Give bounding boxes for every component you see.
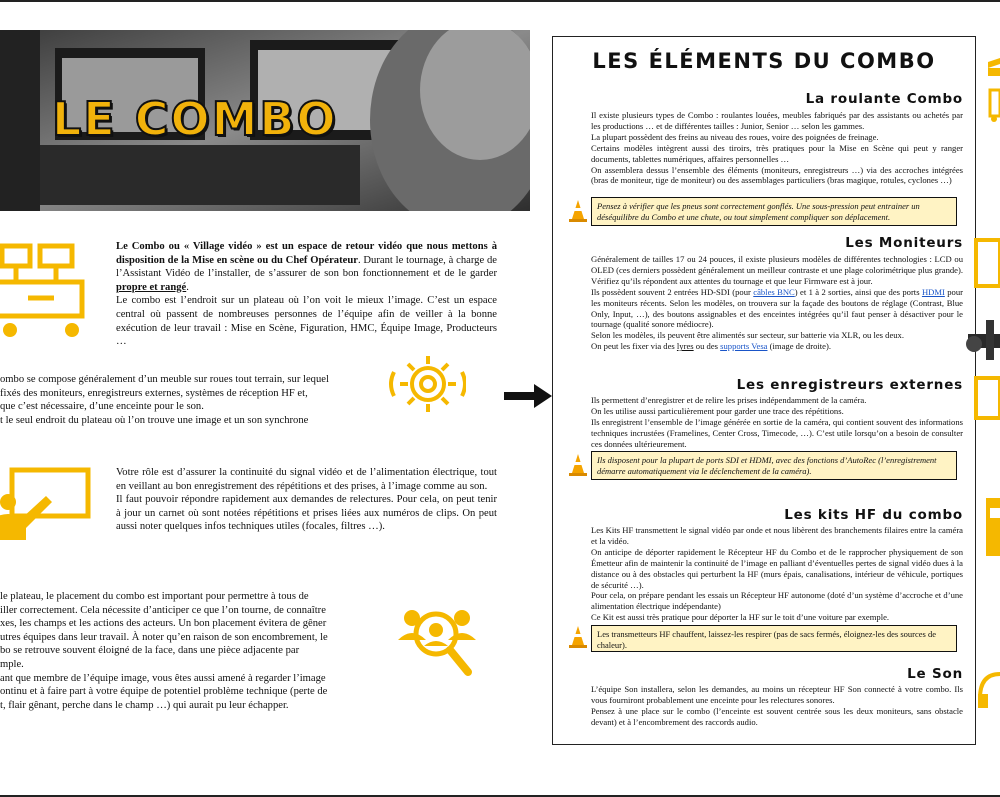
roulante-line-2: La plupart possèdent des freins au niveau des roues, voire des poignées de freinage. [591,131,879,142]
placement-line-5: bo se retrouve souvent éloigné de la face, dans une pièce adjacente par [0,645,300,657]
moniteurs-heading: Les Moniteurs [845,235,963,251]
intro-bold: Le Combo ou « Village vidéo » est un espace de retour vidéo que nous mettons à disposition de la Mise en scène ou du Chef Opérateur [116,241,497,266]
monitor-edge-icon [974,236,1000,292]
image-team-line-1: ant que membre de l’équipe image, vous êtes aussi amené à regarder l’image [0,672,326,684]
moniteurs-p4-b: ou des [693,341,721,352]
roulante-note: Pensez à vérifier que les pneus sont correctement gonflés. Une sous-pression peut entrainer un déséquilibre du Combo et une chute, ou tout simplement compliquer son déplacement. [591,197,957,226]
hero-title: LE COMBO [52,92,338,146]
hero-photo [0,30,530,211]
enregistreurs-text [591,395,963,450]
placement-line-4: utres équipes dans leur travail. À noter qu’en raison de son encombrement, le [0,631,328,643]
kits-hf-text [591,525,963,623]
son-line-1: L’équipe Son installera, selon les demandes, au moins un récepteur HF Son connecté à votre combo. Ils vous fourniront probablement une enceinte pour les relectures sonores. [591,684,963,705]
enregistreurs-heading: Les enregistreurs externes [736,377,963,393]
recorder-edge-icon [974,374,1000,424]
camera-settings-icon [388,354,466,416]
lyres-text: lyres [676,341,694,352]
combo-desc-line-1: ombo se compose généralement d’un meuble sur roues tout terrain, sur lequel [0,374,329,385]
combo-description [0,373,370,427]
roulante-heading: La roulante Combo [805,91,963,107]
enregistreurs-line-2: On les utilise aussi particulièrement pour garder une trace des répétitions. [591,405,844,416]
top-border [0,0,1000,2]
traffic-cone-icon [568,625,588,649]
son-text [591,684,963,728]
image-team-line-3: t, flair gênant, perche dans le champ …) qui aurait pu leur échapper. [0,699,289,711]
intro-block [116,240,497,349]
enregistreurs-line-1: Ils permettent d’enregistrer et de relire les prises indépendamment de la caméra. [591,395,867,405]
enregistreurs-line-3: Ils enregistrent l’ensemble de l’image générée en sortie de la caméra, qui contient souvent des informations techniques incrustées (Framelines, Center Cross, Timecode, …). C’est utile lorsqu’on a besoin de consulter ces données ultérieurement. [591,416,963,449]
combo-cart-icon [0,240,92,342]
role-paragraph: Votre rôle est d’assurer la continuité du signal vidéo et de l’alimentation électrique, tout en veillant au bon enregistrement des répétitions et des prises, à l’image comme au son. [116,467,497,492]
kits-line-4: Ce Kit est aussi très pratique pour déporter la HF sur le toit d’une voiture par exemple. [591,612,890,623]
panel-title: LES ÉLÉMENTS DU COMBO [592,49,936,73]
placement-line-3: xes, les champs et les actions des acteurs. Un bon placement évitera de gêner [0,618,327,630]
hf-transmitter-icon [986,494,1000,558]
moniteurs-paragraph-3: Selon les modèles, ils peuvent être alimentés sur secteur, sur batterie via XLR, ou les deux. [591,330,905,341]
moniteurs-paragraph-1: Généralement de tailles 17 ou 24 pouces, il existe plusieurs modèles de différentes technologies : LCD ou OLED (ces derniers possèdent généralement un meilleur contraste et une plage colorimétrique plus grande). Vérifiez qu’ils répondent aux attentes du tournage et que leur Firmware est à jour. [591,254,963,286]
kits-line-2: On anticipe de déporter rapidement le Récepteur HF du Combo et de le rapprocher physiquement de son Émetteur afin de maintenir la continuité de l’image en palliant d’éventuelles pertes de signal vidéo dues à la distance ou à des obstacles qui perturbent la HF (murs épais, canalisations, intérieur de véhicule, portiques de sécurité …). [591,546,963,590]
intro-rest: . Durant le tournage, à charge de l’Assistant Vidéo de l’installer, de s’assurer de son bon fonctionnement et de le garder [116,254,497,280]
traffic-cone-icon [568,453,588,477]
cart-edge-icon [988,86,1000,122]
kits-note: Les transmetteurs HF chauffent, laissez-les respirer (pas de sacs fermés, éloignez-les des sources de chaleur). [591,625,957,652]
role-block [116,466,497,534]
placement-line-1: le plateau, le placement du combo est important pour permettre à tous de [0,591,309,602]
enregistreurs-note: Ils disposent pour la plupart de ports SDI et HDMI, avec des fonctions d’AutoRec (l’enregistrement démarre automatiquement via le déclenchement de la caméra). [591,451,957,480]
clapper-icon [986,58,1000,76]
moniteurs-text [591,254,963,352]
right-arrow-icon [504,384,552,408]
vesa-supports-link[interactable]: supports Vesa [720,341,768,352]
kits-line-1: Les Kits HF transmettent le signal vidéo par onde et nous libèrent des branchements filaires entre la caméra et la vidéo. [591,525,963,546]
placement-line-6: mple. [0,658,24,670]
moniteurs-p2-b: ) et 1 à 2 sorties, ainsi que des ports [794,286,922,297]
moniteurs-p2-c: pour les moniteurs récents. Selon les modèles, on trouvera sur la façade des boutons de réglage (Contrast, Blue Only, Input, …), des boutons assignables et des enceintes intégrées qu’il faut penser à désactiver pour le tournage (qualité sonore médiocre). [591,286,963,330]
placement-block [0,590,362,712]
team-search-icon [396,600,482,680]
moniteurs-p2-a: Ils possèdent souvent 2 entrées HD-SDI (pour [591,286,754,297]
combo-desc-line-3: que c’est nécessaire, d’une enceinte pour le son. [0,401,204,413]
placement-line-2: iller correctement. Cela nécessite d’anticiper ce que l’on tourne, de connaître [0,604,326,616]
intro-paragraph-2: Le combo est l’endroit sur un plateau où l’on voit le mieux l’image. C’est un espace central où passent de nombreuses personnes de l’équipe afin de veiller à la bonne exécution de leur travail : Mise en Scène, Figuration, HMC, Équipe Image, Producteurs … [116,295,497,348]
kits-hf-heading: Les kits HF du combo [784,507,963,523]
combo-desc-line-2: fixés des moniteurs, enregistreurs externes, systèmes de réception HF et, [0,387,308,399]
son-line-2: Pensez à une place sur le combo (l’enceinte est souvent centrée sous les deux moniteurs, sans obstacle devant) et à l’encombrement des raccords audio. [591,705,963,727]
elements-panel [552,36,976,745]
image-team-line-2: ontinu et à faire part à votre équipe de potentiel problème technique (perte de [0,686,328,698]
traffic-cone-icon [568,199,588,223]
presenter-board-icon [0,466,92,542]
moniteurs-p4-c: (image de droite). [767,341,831,352]
bnc-cables-link[interactable]: câbles BNC [753,286,795,297]
combo-desc-line-4: t le seul endroit du plateau où l’on trouve une image et un son synchrone [0,414,309,426]
moniteurs-p4-a: On peut les fixer via des [591,341,677,352]
intro-end: . [186,281,189,293]
roulante-line-4: On assemblera dessus l’ensemble des éléments (moniteurs, enregistreurs …) via des accroches intégrées (bras de moniteur, tige de moniteur) ou des assemblages particuliers (bras magique, rotules, cyclones …) [591,164,963,186]
roulante-line-3: Certains modèles intègrent aussi des tiroirs, très pratiques pour la Mise en Scène qui peut y ranger documents, tablettes numériques, affaires personnelles … [591,142,963,164]
roulante-text [591,110,963,186]
roulante-line-1: Il existe plusieurs types de Combo : roulantes louées, meubles fabriqués par des assistants ou achetés par les productions … et de différentes tailles : Junior, Senior … selon les gammes. [591,110,963,131]
intro-underlined: propre et rangé [116,281,187,293]
son-heading: Le Son [907,666,963,682]
kits-line-3: Pour cela, on prépare pendant les essais un Récepteur HF autonome (doté d’un système d’accroche et d’une alimentation électrique indépendante) [591,590,963,612]
relecture-paragraph: Il faut pouvoir répondre rapidement aux demandes de relectures. Pour cela, on peut tenir à jour un carnet où sont notées répétitions et prises liées aux numéros de clips. On peut aussi noter quelques infos techniques utiles (focales, filtres …). [116,494,497,533]
headphones-icon [976,668,1000,710]
hdmi-link[interactable]: HDMI [921,286,945,297]
monitor-mount-photo [958,320,1000,360]
